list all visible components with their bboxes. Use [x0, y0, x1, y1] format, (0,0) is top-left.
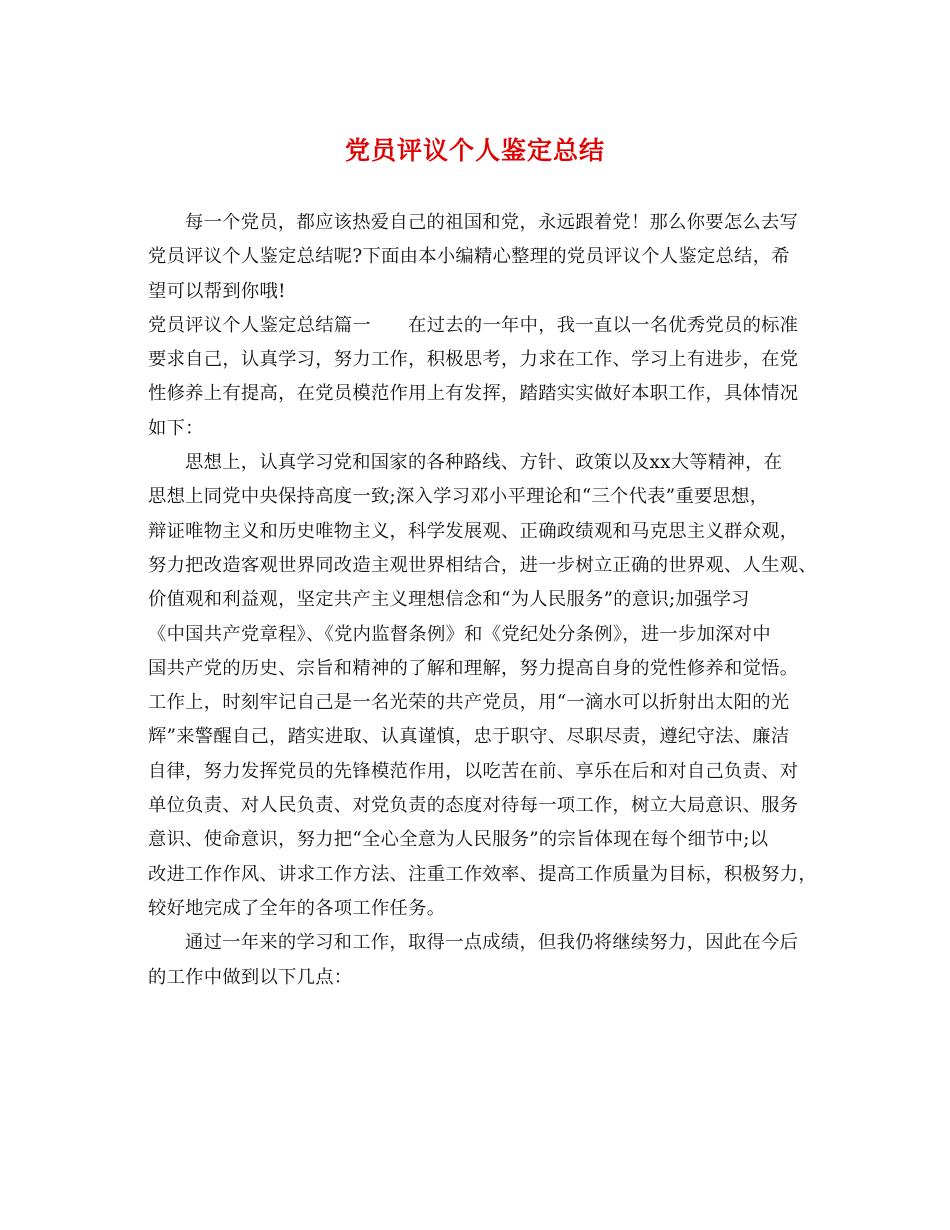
body-line: 较好地完成了全年的各项工作任务。 — [148, 897, 446, 919]
body-line: 的工作中做到以下几点： — [148, 966, 353, 988]
body-line: 意识、使命意识，努力把“全心全意为人民服务”的宗旨体现在每个细节中;以 — [148, 829, 769, 851]
body-line: 性修养上有提高，在党员模范作用上有发挥，踏踏实实做好本职工作，具体情况 — [148, 383, 799, 405]
body-line: 《中国共产党章程》、《党内监督条例》和《党纪处分条例》，进一步加深对中 — [148, 623, 771, 645]
body-line: 辩证唯物主义和历史唯物主义，科学发展观、正确政绩观和马克思主义群众观， — [148, 520, 799, 542]
body-line: 党员评议个人鉴定总结篇一 在过去的一年中，我一直以一名优秀党员的标准 — [148, 314, 799, 336]
body-line: 思想上同党中央保持高度一致;深入学习邓小平理论和“三个代表”重要思想， — [148, 486, 769, 508]
body-line: 自律，努力发挥党员的先锋模范作用，以吃苦在前、享乐在后和对自己负责、对 — [148, 760, 799, 782]
body-line: 每一个党员，都应该热爱自己的祖国和党，永远跟着党！那么你要怎么去写 — [185, 212, 799, 233]
body-line: 价值观和利益观，坚定共产主义理想信念和“为人民服务”的意识;加强学习 — [148, 589, 750, 611]
body-line: 思想上，认真学习党和国家的各种路线、方针、政策以及xx大等精神，在 — [185, 452, 783, 474]
body-line: 辉”来警醒自己，踏实进取、认真谨慎，忠于职守、尽职尽责，遵纪守法、廉洁 — [148, 726, 790, 748]
body-line: 望可以帮到你哦! — [148, 280, 286, 302]
body-line: 通过一年来的学习和工作，取得一点成绩，但我仍将继续努力，因此在今后 — [185, 932, 799, 954]
body-line: 单位负责、对人民负责、对党负责的态度对待每一项工作，树立大局意识、服务 — [148, 795, 799, 817]
body-line: 工作上，时刻牢记自己是一名光荣的共产党员，用“一滴水可以折射出太阳的光 — [148, 692, 790, 714]
document-title: 党员评议个人鉴定总结 — [344, 136, 605, 165]
body-line: 如下： — [148, 417, 204, 439]
body-line: 党员评议个人鉴定总结呢?下面由本小编精心整理的党员评议个人鉴定总结，希 — [148, 246, 790, 268]
body-line: 国共产党的历史、宗旨和精神的了解和理解，努力提高自身的党性修养和觉悟。 — [148, 657, 799, 679]
body-line: 努力把改造客观世界同改造主观世界相结合，进一步树立正确的世界观、人生观、 — [148, 554, 817, 576]
body-line: 要求自己，认真学习，努力工作，积极思考，力求在工作、学习上有进步，在党 — [148, 349, 799, 371]
document-body — [148, 206, 828, 995]
body-line: 改进工作作风、讲求工作方法、注重工作效率、提高工作质量为目标，积极努力， — [148, 863, 817, 885]
